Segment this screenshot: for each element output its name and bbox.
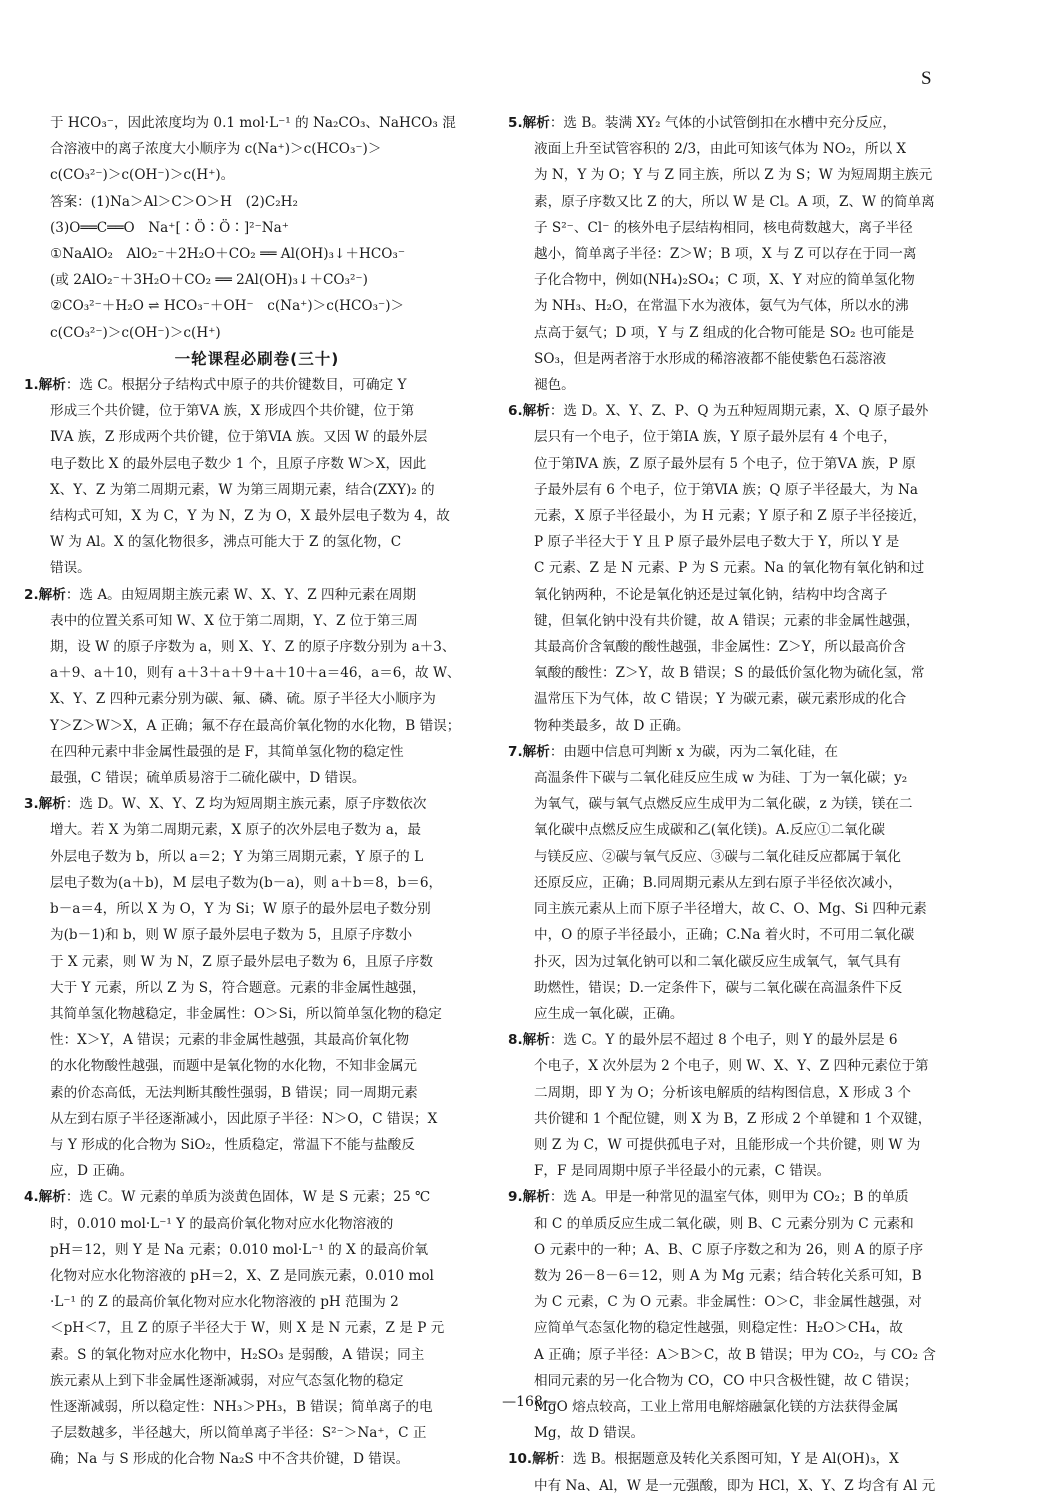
text-line: 子层数越多，半径越大，所以简单离子半径：S²⁻＞Na⁺，C 正 [50, 1425, 427, 1442]
text-line: A 正确；原子半径：A＞B＞C，故 B 错误；甲为 CO₂，与 CO₂ 含 [534, 1346, 936, 1363]
text-line: ·L⁻¹ 的 Z 的最高价氧化物对应水化物溶液的 pH 范围为 2 [50, 1294, 399, 1311]
text-line: ：选 B。根据题意及转化关系图可知，Y 是 Al(OH)₃，X [559, 1451, 899, 1468]
item-label: 2.解析 [24, 586, 66, 603]
text-line: 于 HCO₃⁻，因此浓度均为 0.1 mol·L⁻¹ 的 Na₂CO₃、NaHCO₃ 混 [50, 115, 456, 131]
text-line: 越小，简单离子半径：Z＞W；B 项，X 与 Z 可以存在于同一离 [534, 246, 917, 263]
solution-item [508, 739, 954, 1027]
solution-item [508, 398, 954, 739]
text-line: ：选 D。W、X、Y、Z 均为短周期主族元素，原子序数依次 [65, 796, 427, 813]
text-line: P 原子半径大于 Y 且 P 原子最外层电子数大于 Y，所以 Y 是 [534, 534, 900, 551]
text-line: ：选 A。甲是一种常见的温室气体，则甲为 CO₂；B 的单质 [549, 1189, 909, 1206]
text-line: 中有 Na、Al，W 是一元强酸，即为 HCl，X、Y、Z 均含有 Al 元 [534, 1477, 936, 1494]
text-line: 电子数比 X 的最外层电子数少 1 个，且原子序数 W＞X，因此 [50, 455, 427, 472]
text-line: 其简单氢化物越稳定，非金属性：O＞Si，所以简单氢化物的稳定 [50, 1005, 442, 1022]
solution-item [508, 1027, 954, 1184]
text-line: 子最外层有 6 个电子，位于第ⅥA 族；Q 原子半径最大，为 Na [534, 481, 918, 498]
item-first-line [24, 1184, 490, 1210]
text-line: 氧酸的酸性：Z＞Y，故 B 错误；S 的最低价氢化物为硫化氢，常 [534, 665, 925, 682]
text-line: 为 C 元素，C 为 O 元素。非金属性：O＞C，非金属性越强，对 [534, 1294, 922, 1311]
text-line: 性逐渐减弱，所以稳定性：NH₃＞PH₃，B 错误；简单离子的电 [50, 1398, 433, 1415]
text-line: X、Y、Z 四种元素分别为碳、氟、磷、硫。原子半径大小顺序为 [50, 691, 436, 708]
corner-mark: S [921, 68, 932, 89]
text-line: 扑灭，因为过氧化钠可以和二氧化碳反应生成氧气，氧气具有 [534, 953, 902, 970]
text-line: 与 Y 形成的化合物为 SiO₂，性质稳定，常温下不能与盐酸反 [50, 1136, 415, 1153]
item-label: 1.解析 [24, 377, 66, 394]
item-label: 4.解析 [24, 1189, 66, 1206]
text-line: 子 S²⁻、Cl⁻ 的核外电子层结构相同，核电荷数越大，离子半径 [534, 219, 913, 236]
item-first-line [24, 791, 490, 817]
text-line: 为 NH₃、H₂O，在常温下水为液体，氨气为气体，所以水的沸 [534, 298, 909, 315]
text-line: 位于第ⅣA 族，Z 原子最外层有 5 个电子，位于第ⅤA 族，P 原 [534, 455, 916, 472]
text-line: MgO 熔点较高，工业上常用电解熔融氯化镁的方法获得金属 [534, 1398, 899, 1415]
text-line: 二周期，即 Y 为 O；分析该电解质的结构图信息，X 形成 3 个 [534, 1084, 912, 1101]
text-line: 中，O 的原子半径最小，正确；C.Na 着火时，不可用二氧化碳 [534, 927, 915, 944]
text-line: ⅣA 族，Z 形成两个共价键，位于第ⅥA 族。又因 W 的最外层 [50, 429, 428, 446]
text-line: 子化合物中，例如(NH₄)₂SO₄；C 项，X、Y 对应的简单氢化物 [534, 272, 915, 289]
text-line: 增大。若 X 为第二周期元素，X 原子的次外层电子数为 a，最 [50, 822, 421, 839]
text-line: ：选 D。X、Y、Z、P、Q 为五种短周期元素，X、Q 原子最外 [549, 403, 929, 420]
item-label: 8.解析 [508, 1032, 550, 1049]
item-first-line [508, 398, 954, 424]
text-line: 时，0.010 mol·L⁻¹ Y 的最高价氧化物对应水化物溶液的 [50, 1215, 394, 1232]
text-line: pH＝12，则 Y 是 Na 元素；0.010 mol·L⁻¹ 的 X 的最高价氧 [50, 1241, 429, 1258]
text-line: 最强，C 错误；硫单质易溶于二硫化碳中，D 错误。 [50, 770, 366, 787]
text-line: 结构式可知，X 为 C，Y 为 N，Z 为 O，X 最外层电子数为 4，故 [50, 508, 450, 525]
text-line: 素。S 的氧化物对应水化物中，H₂SO₃ 是弱酸，A 错误；同主 [50, 1346, 425, 1363]
text-line: 共价键和 1 个配位键，则 X 为 B，Z 形成 2 个单键和 1 个双键， [534, 1110, 932, 1127]
text-line: 相同元素的另一化合物为 CO，CO 中只含极性键，故 C 错误； [534, 1372, 918, 1389]
text-line: 与镁反应、②碳与氧气反应、③碳与二氧化硅反应都属于氧化 [534, 848, 902, 865]
text-line: 温常压下为气体，故 C 错误；Y 为碳元素，碳元素形成的化合 [534, 691, 907, 708]
item-first-line [508, 1184, 954, 1210]
item-label: 3.解析 [24, 796, 66, 813]
text-line: ：选 A。由短周期主族元素 W、X、Y、Z 四种元素在周期 [65, 586, 417, 603]
text-line: 从左到右原子半径逐渐减小，因此原子半径：N＞O，C 错误；X [50, 1110, 438, 1127]
text-line: X、Y、Z 为第二周期元素，W 为第三周期元素，结合(ZXY)₂ 的 [50, 481, 435, 498]
text-line: 还原反应，正确；B.同周期元素从左到右原子半径依次减小， [534, 874, 902, 891]
text-line: c(CO₃²⁻)＞c(OH⁻)＞c(H⁺) [50, 324, 221, 341]
text-line: 在四种元素中非金属性最强的是 F，其简单氢化物的稳定性 [50, 743, 404, 760]
text-line: 点高于氨气；D 项，Y 与 Z 组成的化合物可能是 SO₂ 也可能是 [534, 324, 915, 341]
text-line: 数为 26－8－6＝12，则 A 为 Mg 元素；结合转化关系可知，B [534, 1267, 922, 1284]
item-first-line [508, 1446, 954, 1472]
text-line: 层电子数为(a＋b)，M 层电子数为(b－a)，则 a＋b＝8，b＝6， [50, 874, 443, 891]
text-line: a＋9、a＋10，则有 a＋3＋a＋9＋a＋10＋a＝46，a＝6，故 W、 [50, 665, 461, 682]
text-line: 键，但氧化钠中没有共价键，故 A 错误；元素的非金属性越强， [534, 612, 920, 629]
text-line: 合溶液中的离子浓度大小顺序为 c(Na⁺)＞c(HCO₃⁻)＞ [50, 141, 382, 158]
text-line: 应，D 正确。 [50, 1163, 134, 1180]
text-line: 于 X 元素，则 W 为 N，Z 原子最外层电子数为 6，且原子序数 [50, 953, 433, 970]
text-line: 性：X＞Y，A 错误；元素的非金属性越强，其最高价氧化物 [50, 1032, 410, 1049]
item-label: 10.解析 [508, 1451, 560, 1468]
text-line: 错误。 [50, 560, 91, 577]
text-line: (或 2AlO₂⁻＋3H₂O＋CO₂ ══ 2Al(OH)₃↓＋CO₃²⁻) [50, 272, 368, 289]
text-line: 族元素从上到下非金属性逐渐减弱，对应气态氢化物的稳定 [50, 1372, 404, 1389]
solution-item [508, 110, 954, 398]
text-line: ①NaAlO₂ AlO₂⁻＋2H₂O＋CO₂ ══ Al(OH)₃↓＋HCO₃⁻ [50, 246, 405, 263]
text-line: 高温条件下碳与二氧化硅反应生成 w 为硅、丁为一氧化碳；y₂ [534, 770, 908, 787]
text-line: 表中的位置关系可知 W、X 位于第二周期，Y、Z 位于第三周 [50, 612, 418, 629]
item-first-line [24, 582, 490, 608]
answer-line: 答案：(1)Na＞Al＞C＞O＞H (2)C₂H₂ [50, 193, 298, 210]
solution-item [24, 791, 490, 1184]
section-title: 一轮课程必刷卷(三十) [174, 349, 340, 368]
left-column [24, 110, 490, 1473]
text-line: 层只有一个电子，位于第ⅠA 族，Y 原子最外层有 4 个电子， [534, 429, 897, 446]
item-first-line [24, 372, 490, 398]
text-line: 和 C 的单质反应生成二氧化碳，则 B、C 元素分别为 C 元素和 [534, 1215, 914, 1232]
text-line: F，F 是同周期中原子半径最小的元素，C 错误。 [534, 1163, 831, 1180]
text-line: 元素，X 原子半径最小，为 H 元素；Y 原子和 Z 原子半径接近， [534, 508, 927, 525]
text-line: W 为 Al。X 的氢化物很多，沸点可能大于 Z 的氢化物，C [50, 534, 402, 551]
item-label: 5.解析 [508, 115, 550, 131]
text-line: C 元素、Z 是 N 元素、P 为 S 元素。Na 的氧化物有氧化钠和过 [534, 560, 925, 577]
text-line: ：选 C。根据分子结构式中原子的共价键数目，可确定 Y [65, 377, 407, 394]
text-line: 大于 Y 元素，所以 Z 为 S，符合题意。元素的非金属性越强， [50, 979, 426, 996]
text-line: 应简单气态氢化物的稳定性越强，则稳定性：H₂O＞CH₄，故 [534, 1320, 903, 1337]
text-line: ：由题中信息可判断 x 为碳，丙为二氧化硅，在 [549, 743, 838, 760]
text-line: 氧化碳中点燃反应生成碳和乙(氧化镁)。A.反应①二氧化碳 [534, 822, 885, 839]
text-line: 的水化物酸性越强，而题中是氧化物的水化物，不知非金属元 [50, 1058, 418, 1075]
text-line: 形成三个共价键，位于第ⅤA 族，X 形成四个共价键，位于第 [50, 403, 415, 420]
page-number: —168— [502, 1394, 557, 1410]
text-line: 外层电子数为 b，所以 a＝2；Y 为第三周期元素，Y 原子的 L [50, 848, 424, 865]
text-line: 个电子，X 次外层为 2 个电子，则 W、X、Y、Z 四种元素位于第 [534, 1058, 929, 1075]
item-label: 7.解析 [508, 743, 550, 760]
text-line: O 元素中的一种；A、B、C 原子序数之和为 26，则 A 的原子序 [534, 1241, 924, 1258]
text-line: 期，设 W 的原子序数为 a，则 X、Y、Z 的原子序数分别为 a＋3、 [50, 639, 456, 656]
text-line: 同主族元素从上而下原子半径增大，故 C、O、Mg、Si 四种元素 [534, 901, 927, 918]
text-line: 液面上升至试管容积的 2/3，由此可知该气体为 NO₂，所以 X [534, 141, 907, 158]
text-line: 氧化钠两种，不论是氧化钠还是过氧化钠，结构中均含离子 [534, 586, 888, 603]
text-line: 为(b－1)和 b，则 W 原子最外层电子数为 5，且原子序数小 [50, 927, 413, 944]
text-line: ②CO₃²⁻＋H₂O ⇌ HCO₃⁻＋OH⁻ c(Na⁺)＞c(HCO₃⁻)＞ [50, 298, 405, 315]
text-line: ：选 B。装满 XY₂ 气体的小试管倒扣在水槽中充分反应， [549, 115, 896, 131]
text-line: Mg，故 D 错误。 [534, 1425, 645, 1442]
right-column [508, 110, 954, 1499]
item-label: 9.解析 [508, 1189, 550, 1206]
text-line: ：选 C。W 元素的单质为淡黄色固体，W 是 S 元素；25 ℃ [65, 1189, 431, 1206]
text-line: 为氧气，碳与氧气点燃反应生成甲为二氧化碳，z 为镁，镁在二 [534, 796, 913, 813]
text-line: 其最高价含氧酸的酸性越强，非金属性：Z＞Y，所以最高价含 [534, 639, 906, 656]
text-line: SO₃，但是两者溶于水形成的稀溶液都不能使紫色石蕊溶液 [534, 350, 887, 367]
text-line: 应生成一氧化碳，正确。 [534, 1005, 684, 1022]
solution-item [24, 1184, 490, 1472]
text-line: 褪色。 [534, 377, 575, 394]
text-line: 化物对应水化物溶液的 pH＝2，X、Z 是同族元素，0.010 mol [50, 1267, 434, 1284]
text-line: 素，原子序数又比 Z 的大，所以 W 是 Cl。A 项，Z、W 的简单离 [534, 193, 935, 210]
text-line: ：选 C。Y 的最外层不超过 8 个电子，则 Y 的最外层是 6 [549, 1032, 898, 1049]
item-label: 6.解析 [508, 403, 550, 420]
left-top-block [24, 110, 490, 346]
text-line: Y＞Z＞W＞X，A 正确；氟不存在最高价氧化物的水化物，B 错误； [50, 717, 461, 734]
text-line: 为 N，Y 为 O；Y 与 Z 同主族，所以 Z 为 S；W 为短周期主族元 [534, 167, 933, 184]
text-line: 助燃性，错误；D.一定条件下，碳与二氧化碳在高温条件下反 [534, 979, 903, 996]
text-line: b－a＝4，所以 X 为 O，Y 为 Si；W 原子的最外层电子数分别 [50, 901, 431, 918]
text-line: 则 Z 为 C，W 可提供孤电子对，且能形成一个共价键，则 W 为 [534, 1136, 921, 1153]
text-line: (3)O══C══O Na⁺[∶Ö∶Ö∶]²⁻Na⁺ [50, 219, 289, 236]
item-first-line [508, 739, 954, 765]
text-line: c(CO₃²⁻)＞c(OH⁻)＞c(H⁺)。 [50, 167, 235, 184]
solution-item [24, 372, 490, 582]
solution-item [24, 582, 490, 792]
text-line: 确；Na 与 S 形成的化合物 Na₂S 中不含共价键，D 错误。 [50, 1451, 410, 1468]
text-line: ＜pH＜7，且 Z 的原子半径大于 W，则 X 是 N 元素，Z 是 P 元 [50, 1320, 445, 1337]
item-first-line [508, 1027, 954, 1053]
item-first-line [508, 110, 954, 136]
solution-item [508, 1446, 954, 1498]
text-line: 素的价态高低，无法判断其酸性强弱，B 错误；同一周期元素 [50, 1084, 418, 1101]
text-line: 物种类最多，故 D 正确。 [534, 717, 690, 734]
